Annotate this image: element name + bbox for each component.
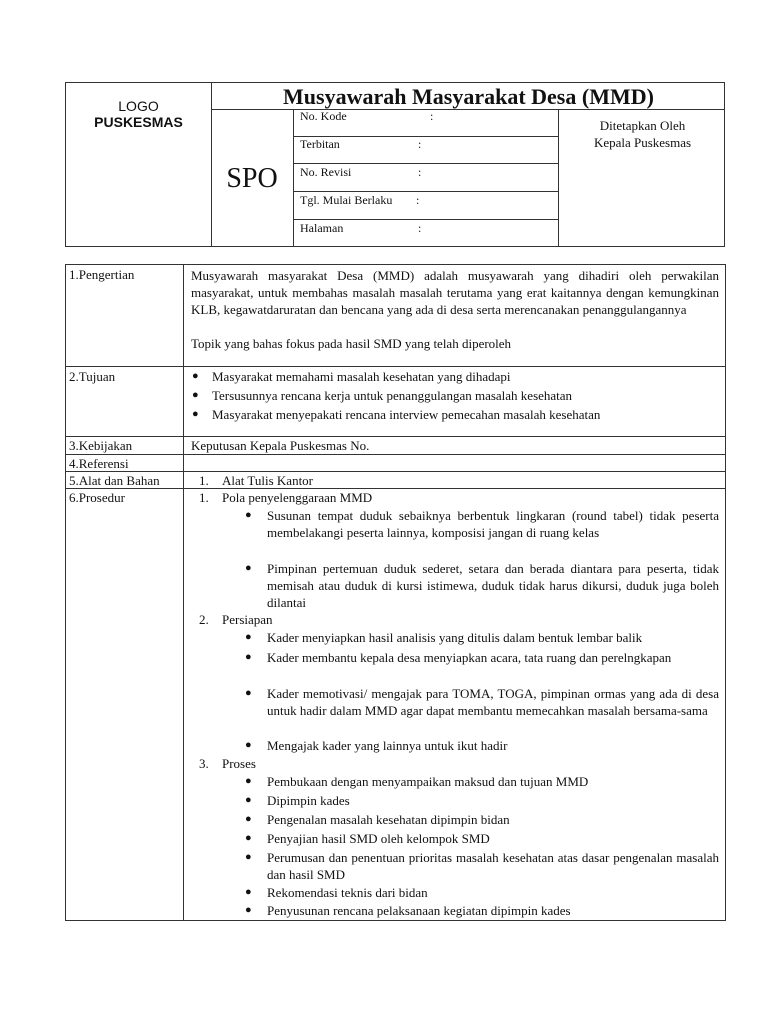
section-label-pengertian: 1.Pengertian [69,267,135,282]
kebijakan-text: Keputusan Kepala Puskesmas No. [191,438,370,453]
table-row-divider [66,366,725,367]
field-label: No. Revisi [300,165,352,179]
section-label-tujuan: 2.Tujuan [69,369,116,384]
list-item-text: Kader membantu kepala desa menyiapkan acara, tata ruang dan perelngkapan [267,650,672,665]
section-label-alat-bahan: 5.Alat dan Bahan [69,473,160,488]
bullet-icon: ● [245,886,252,898]
bullet-icon: ● [245,631,252,643]
bullet-icon: ● [192,370,199,382]
bullet-icon: ● [245,851,252,863]
header-divider [293,109,294,246]
field-halaman [300,221,422,236]
document-header [65,82,725,247]
section-label-referensi: 4.Referensi [69,456,129,471]
table-row-divider [66,454,725,455]
list-item-text: Penyajian hasil SMD oleh kelompok SMD [267,831,490,846]
field-tgl-mulai-berlaku [300,193,420,208]
header-divider [293,219,558,220]
step-number: 1. [199,490,209,505]
field-colon: : [416,193,420,207]
header-divider [293,163,558,164]
step-number: 3. [199,756,209,771]
bullet-icon: ● [245,509,252,521]
list-item-text: Masyarakat memahami masalah kesehatan yang dihadapi [212,369,511,384]
field-colon: : [418,221,422,235]
list-item-text: Pengenalan masalah kesehatan dipimpin bidan [267,812,510,827]
table-column-divider [183,265,184,920]
bullet-icon: ● [245,739,252,751]
table-row-divider [66,488,725,489]
field-colon: : [418,165,422,179]
approval-line: Ditetapkan Oleh [599,118,686,133]
bullet-icon: ● [245,775,252,787]
organization-name: PUSKESMAS [94,114,183,130]
list-item-text: Rekomendasi teknis dari bidan [267,885,428,900]
list-number: 1. [199,473,209,488]
bullet-icon: ● [245,904,252,916]
section-label-prosedur: 6.Prosedur [69,490,125,505]
logo-placeholder [66,83,211,246]
bullet-icon: ● [192,389,199,401]
bullet-icon: ● [192,408,199,420]
list-item-text: Mengajak kader yang lainnya untuk ikut hadir [267,738,508,753]
sop-table [65,264,726,921]
list-item-text: Pimpinan pertemuan duduk sederet, setara dan berada diantara para peserta, tidak memisah atau duduk di kursi istimewa, duduk tidak harus dikursi, duduk juga boleh dilantai [267,561,719,610]
list-item-text: Tersusunnya rencana kerja untuk penanggulangan masalah kesehatan [212,388,573,403]
list-item-text: Dipimpin kades [267,793,350,808]
field-no-kode [300,109,434,124]
step-number: 2. [199,612,209,627]
bullet-icon: ● [245,562,252,574]
field-label: Halaman [300,221,344,235]
list-item-text: Masyarakat menyepakati rencana interview pemecahan masalah kesehatan [212,407,601,422]
bullet-icon: ● [245,813,252,825]
approval-block [559,117,726,151]
logo-text: LOGO [118,98,159,114]
table-row-divider [66,471,725,472]
bullet-icon: ● [245,832,252,844]
field-terbitan [300,137,422,152]
step-title: Persiapan [222,612,273,627]
document-title: Musyawarah Masyarakat Desa (MMD) [283,84,654,109]
list-item-text: Penyusunan rencana pelaksanaan kegiatan dipimpin kades [267,903,571,918]
field-label: No. Kode [300,109,347,123]
alat-bahan-text: Alat Tulis Kantor [222,473,314,488]
approval-signatory: Kepala Puskesmas [593,135,692,150]
field-no-revisi [300,165,422,180]
list-item-text: Perumusan dan penentuan prioritas masalah kesehatan atas dasar pengenalan masalah dan hasil SMD [267,850,719,882]
bullet-icon: ● [245,651,252,663]
list-item-text: Susunan tempat duduk sebaiknya berbentuk lingkaran (round tabel) tidak peserta membelakangi peserta lainnya, komposisi jangan di ruang kelas [267,508,719,540]
bullet-icon: ● [245,687,252,699]
header-divider [293,191,558,192]
field-colon: : [430,109,434,123]
field-label: Terbitan [300,137,340,151]
pengertian-text-2: Topik yang bahas fokus pada hasil SMD yang telah diperoleh [191,336,512,351]
step-title: Pola penyelenggaraan MMD [222,490,373,505]
spo-label: SPO [226,162,278,194]
pengertian-text: Musyawarah masyarakat Desa (MMD) adalah musyawarah yang dihadiri oleh perwakilan masyarakat, untuk membahas masalah masalah terutama yang erat kaitannya dengan kemungkinan KLB, kegawatdaruratan dan bencana yang ada di desa serta merencanakan penanggulangannya [191,268,719,317]
field-label: Tgl. Mulai Berlaku [300,193,393,207]
field-colon: : [418,137,422,151]
section-label-kebijakan: 3.Kebijakan [69,438,133,453]
step-title: Proses [222,756,256,771]
list-item-text: Kader memotivasi/ mengajak para TOMA, TOGA, pimpinan ormas yang ada di desa untuk hadir dalam MMD agar dapat membantu memecahkan masalah bersama-sama [267,686,719,718]
list-item-text: Kader menyiapkan hasil analisis yang ditulis dalam bentuk lembar balik [267,630,643,645]
bullet-icon: ● [245,794,252,806]
list-item-text: Pembukaan dengan menyampaikan maksud dan tujuan MMD [267,774,589,789]
